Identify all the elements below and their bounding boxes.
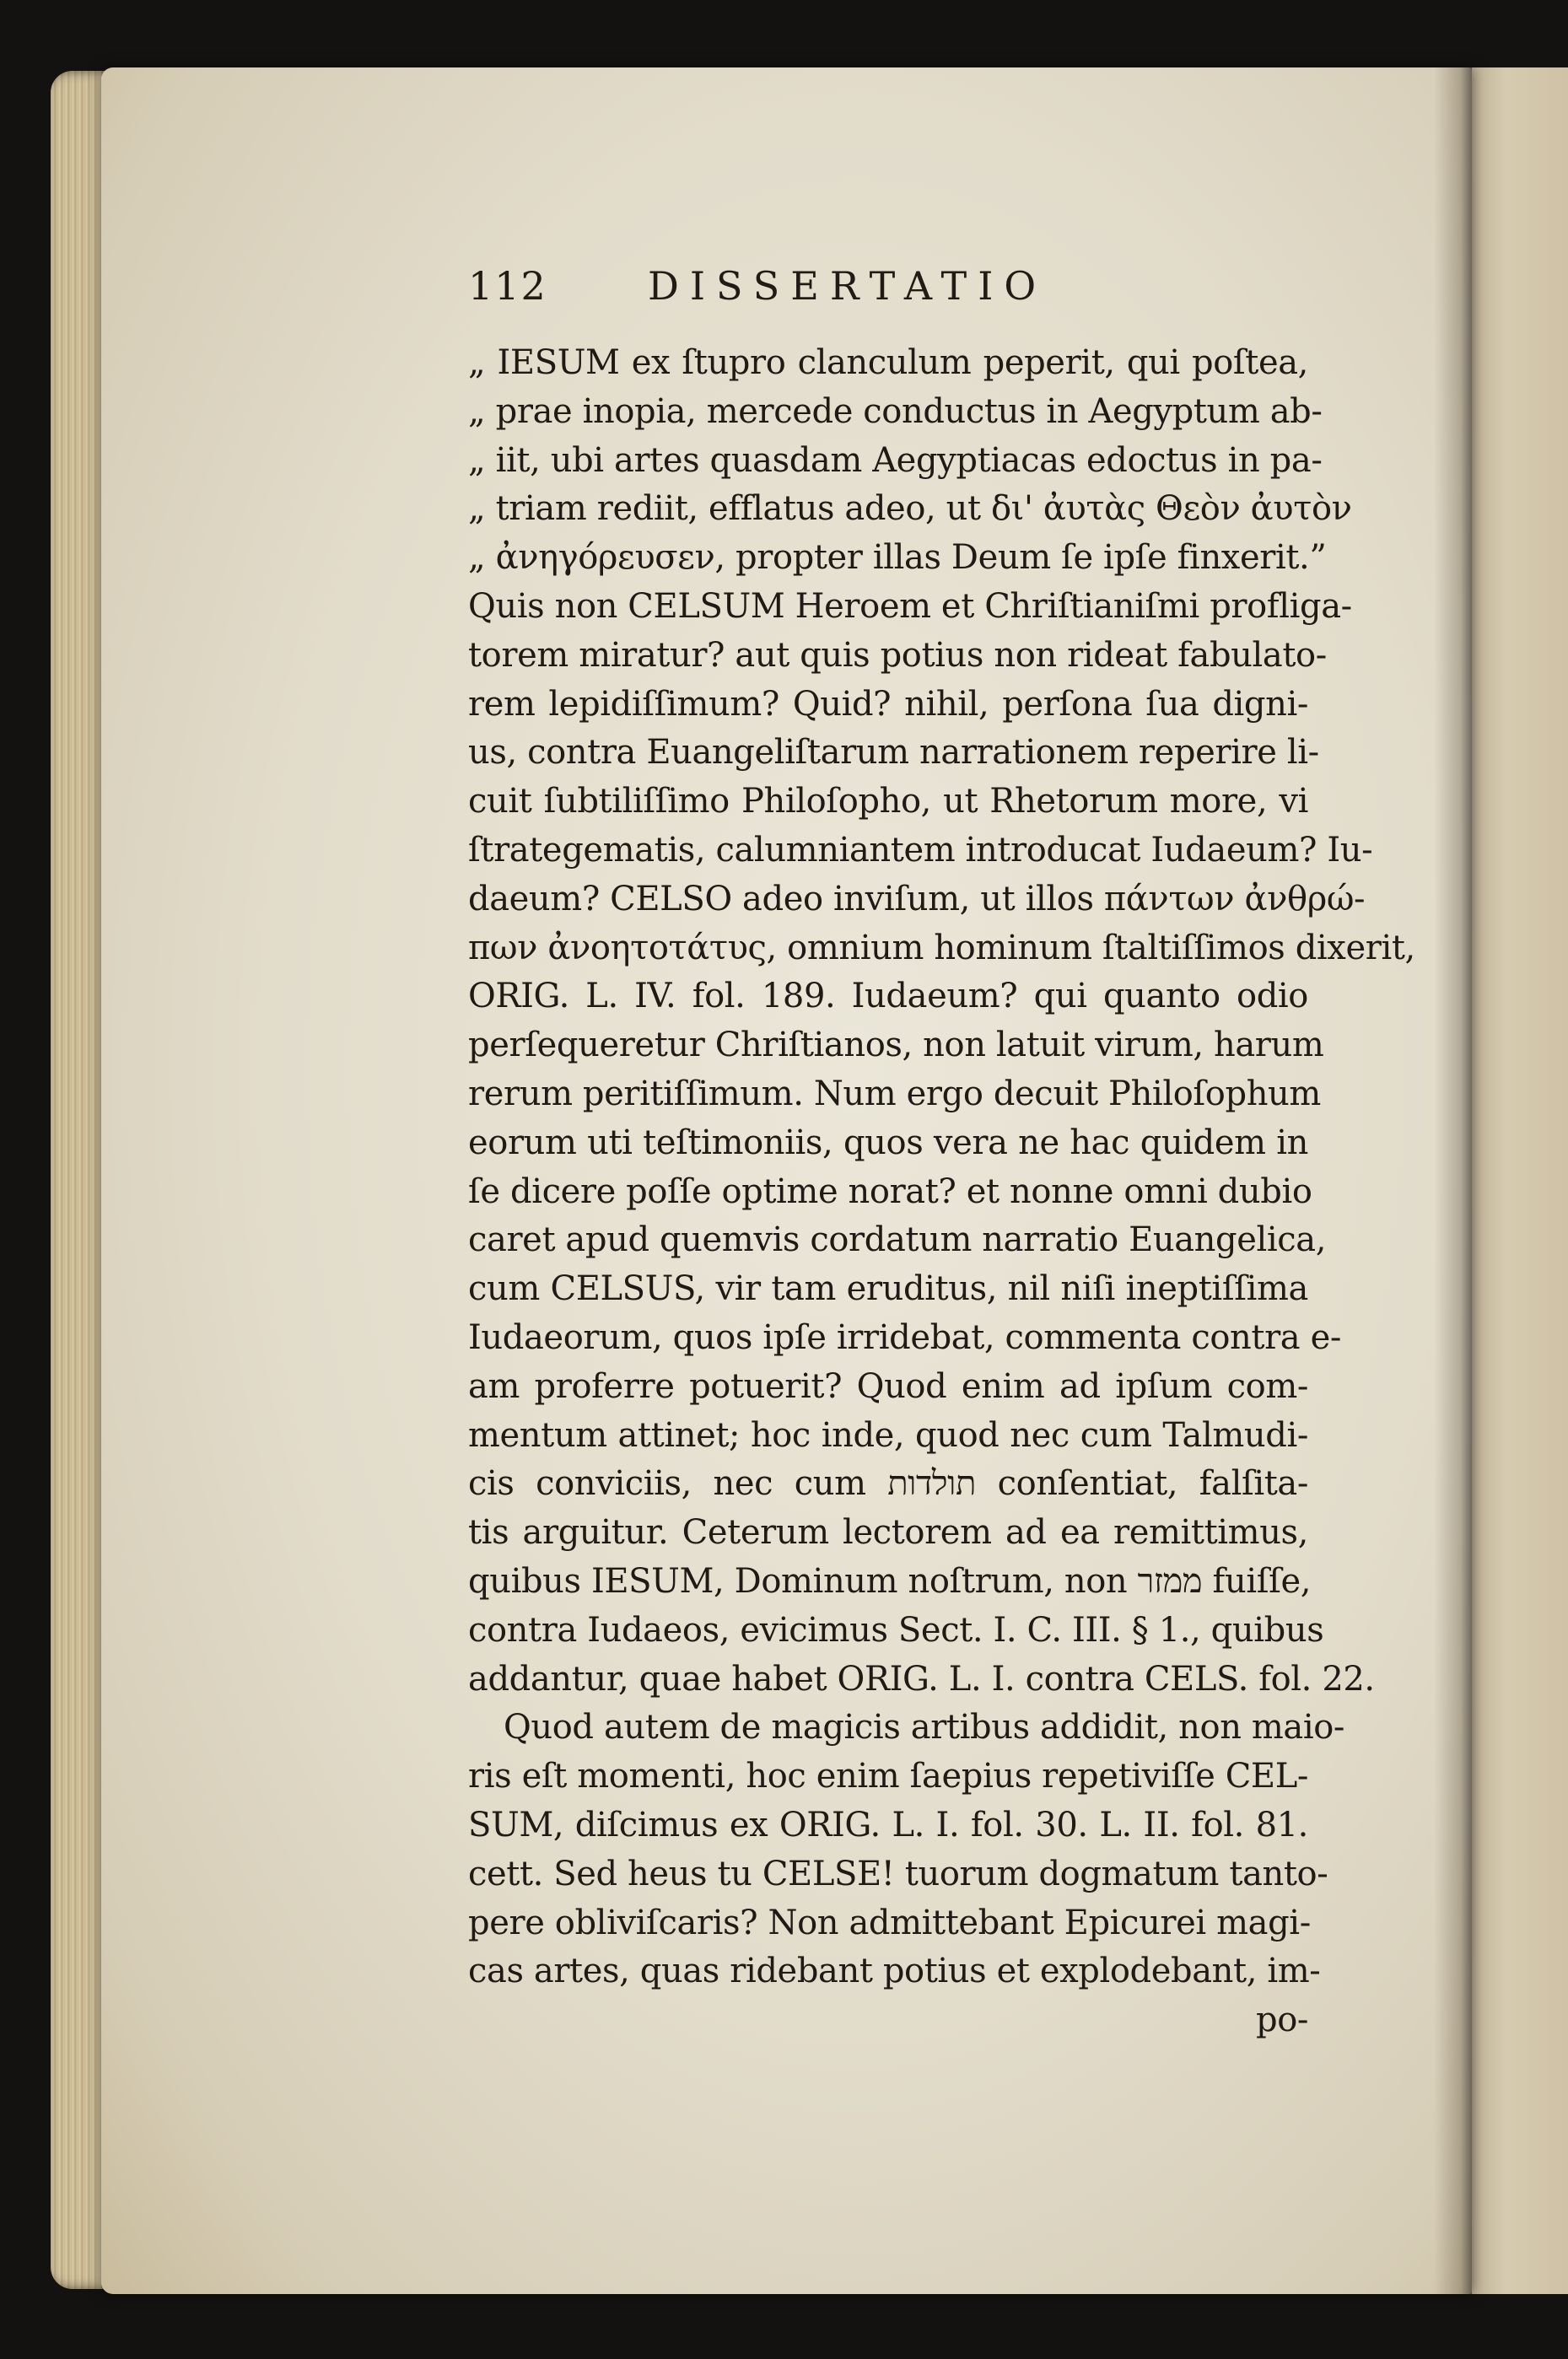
text-line: pere obliviſcaris? Non admittebant Epicurei magi- — [468, 1903, 1311, 1942]
text-line: πων ἀνοητοτάτυς, omnium hominum ſtaltiſſimos dixerit, — [468, 928, 1415, 967]
page-number: 112 — [468, 263, 547, 309]
text-line: ORIG. L. IV. fol. 189. Iudaeum? qui quanto odio — [468, 977, 1308, 1016]
text-line: Quod autem de magicis artibus addidit, non maio- — [504, 1708, 1345, 1748]
text-line: caret apud quemvis cordatum narratio Euangelica, — [468, 1220, 1327, 1260]
text-line: Quis non CELSUM Heroem et Chriſtianiſmi profliga- — [468, 586, 1352, 626]
text-line: ris eſt momenti, hoc enim ſaepius repetiviſſe CEL- — [468, 1757, 1308, 1796]
text-line: mentum attinet; hoc inde, quod nec cum Talmudi- — [468, 1415, 1308, 1455]
text-line: us, contra Euangeliſtarum narrationem reperire li- — [468, 733, 1319, 773]
text-line: eorum uti teſtimoniis, quos vera ne hac quidem in — [468, 1123, 1308, 1162]
body-text — [468, 339, 1415, 2045]
text-line: „ IESUM ex ſtupro clanculum peperit, qui poſtea, — [468, 343, 1308, 382]
text-line: contra Iudaeos, evicimus Sect. I. C. III. § 1., quibus — [468, 1610, 1324, 1650]
text-line: cett. Sed heus tu CELSE! tuorum dogmatum tanto- — [468, 1854, 1328, 1893]
text-line: SUM, diſcimus ex ORIG. L. I. fol. 30. L. II. fol. 81. — [468, 1805, 1308, 1845]
text-line: quibus IESUM, Dominum noſtrum, non ממזר fuiſſe, — [468, 1561, 1312, 1601]
text-line: daeum? CELSO adeo inviſum, ut illos πάντων ἀνθρώ- — [468, 879, 1366, 918]
text-line: cum CELSUS, vir tam eruditus, nil niſi ineptiſſima — [468, 1269, 1308, 1309]
text-line: tis arguitur. Ceterum lectorem ad ea remittimus, — [468, 1513, 1308, 1553]
text-line: „ iit, ubi artes quasdam Aegyptiacas edoctus in pa- — [468, 440, 1323, 480]
facing-page-edge — [1463, 67, 1568, 2294]
text-line: perſequeretur Chriſtianos, non latuit virum, harum — [468, 1026, 1324, 1065]
text-line: torem miratur? aut quis potius non rideat fabulato- — [468, 635, 1327, 675]
gutter-shadow — [1434, 67, 1472, 2294]
page-header — [468, 263, 1308, 331]
text-line: cis conviciis, nec cum תולדות conſentiat, falſita- — [468, 1464, 1308, 1504]
text-block — [468, 263, 1415, 2045]
text-line: cuit ſubtiliſſimo Philoſopho, ut Rhetorum more, vi — [468, 782, 1308, 821]
text-line: rerum peritiſſimum. Num ergo decuit Philoſophum — [468, 1074, 1321, 1113]
text-line: addantur, quae habet ORIG. L. I. contra CELS. fol. 22. — [468, 1659, 1375, 1699]
text-line: rem lepidiſſimum? Quid? nihil, perſona ſua digni- — [468, 684, 1308, 724]
text-line: ſtrategematis, calumniantem introducat Iudaeum? Iu- — [468, 830, 1373, 870]
text-line: cas artes, quas ridebant potius et explodebant, im- — [468, 1952, 1321, 1991]
catchword: po- — [1255, 2001, 1308, 2040]
text-line: ſe dicere poſſe optime norat? et nonne omni dubio — [468, 1171, 1312, 1211]
text-line: am proferre potuerit? Quod enim ad ipſum com- — [468, 1366, 1308, 1406]
running-title: DISSERTATIO — [648, 263, 1048, 309]
text-line: „ triam rediit, efflatus adeo, ut δι' ἀυτὰς Θεὸν ἀυτὸν — [468, 489, 1352, 529]
text-line: „ ἀνηγόρευσεν, propter illas Deum ſe ipſe finxerit.” — [468, 538, 1327, 578]
text-line: Iudaeorum, quos ipſe irridebat, commenta contra e- — [468, 1317, 1341, 1357]
text-line: „ prae inopia, mercede conductus in Aegyptum ab- — [468, 391, 1323, 431]
